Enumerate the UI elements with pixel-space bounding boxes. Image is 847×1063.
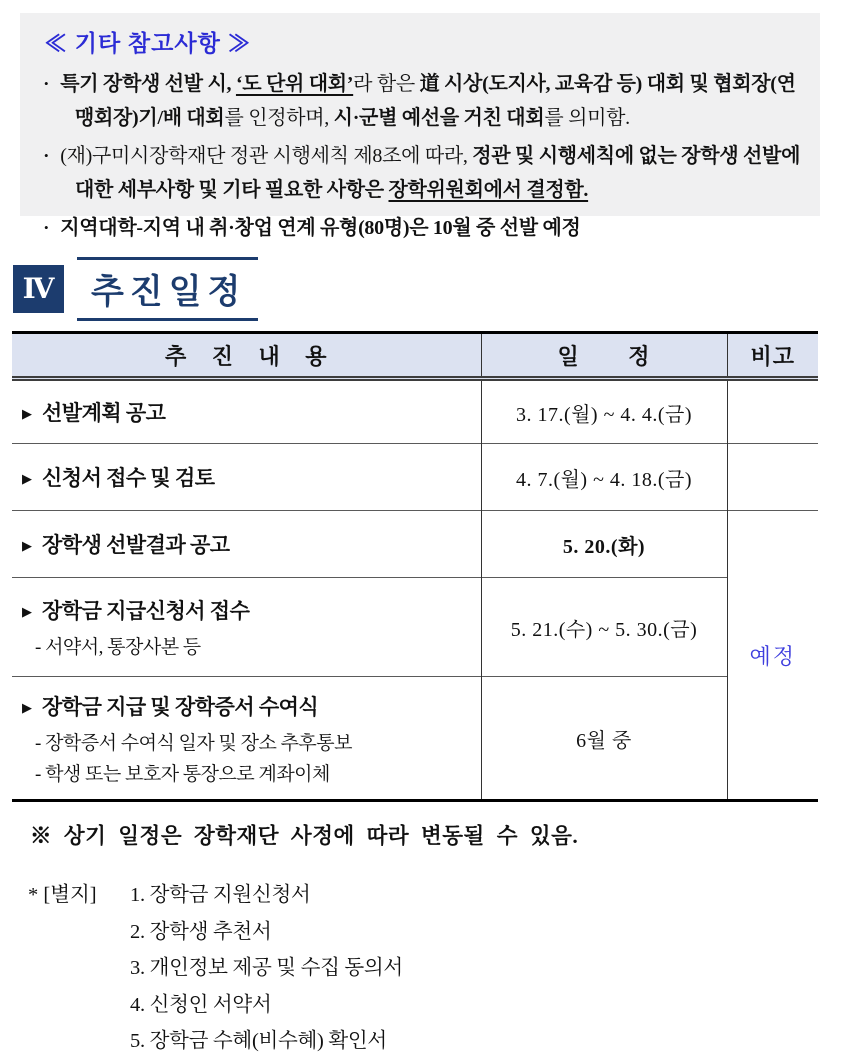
section-title: 추진일정 (77, 257, 258, 321)
triangle-bullet-icon: ▶ (22, 406, 32, 421)
attachment-item: 3. 개인정보 제공 및 수집 동의서 (130, 957, 403, 979)
triangle-bullet-icon: ▶ (22, 538, 32, 553)
reference-note-item (44, 139, 802, 207)
attachments-list (130, 877, 403, 1060)
table-row (12, 444, 818, 511)
attachment-item: 1. 장학금 지원신청서 (130, 884, 311, 906)
column-header-remark: 비고 (727, 333, 818, 379)
row-title: 장학생 선발결과 공고 (42, 533, 230, 557)
table-header-row (12, 333, 818, 379)
triangle-bullet-icon: ▶ (22, 699, 32, 715)
reference-notes-title: ≪ 기타 참고사항 ≫ (44, 31, 252, 56)
remark-merged-cell: 예정 (727, 511, 818, 801)
section-numeral-badge: Ⅳ (13, 265, 64, 313)
row-content-cell (12, 578, 481, 677)
attachments-section (28, 877, 403, 1060)
row-title: 신청서 접수 및 검토 (42, 466, 215, 490)
note-text: 를 의미함. (544, 107, 630, 129)
column-header-content: 추 진 내 용 (12, 333, 481, 379)
bullet-dot-icon: • (44, 220, 49, 235)
row-sub-item: - 서약서, 통장사본 등 (35, 637, 201, 658)
reference-note-item (44, 211, 802, 245)
note-text: 라 함은 (353, 73, 420, 95)
row-title: 장학금 지급신청서 접수 (42, 599, 250, 623)
table-row (12, 511, 818, 578)
reference-note-item (44, 67, 802, 135)
triangle-bullet-icon: ▶ (22, 471, 32, 486)
note-text: 정관 및 시행세칙에 없는 장학생 선발에 대한 세부사항 및 기타 필요한 사항은 (75, 145, 801, 201)
note-text: 시·군별 예선을 거친 대회 (333, 107, 545, 129)
triangle-bullet-icon: ▶ (22, 604, 32, 619)
attachments-label: * [별지] (28, 884, 97, 906)
row-content-cell (12, 511, 481, 578)
attachment-item: 5. 장학금 수혜(비수혜) 확인서 (130, 1030, 387, 1052)
row-schedule-cell: 5. 21.(수) ~ 5. 30.(금) (481, 578, 727, 677)
table-row (12, 677, 818, 801)
attachment-item: 2. 장학생 추천서 (130, 920, 272, 943)
column-header-schedule: 일 정 (481, 333, 727, 379)
table-row (12, 379, 818, 444)
table-row (12, 578, 818, 677)
note-text: (재)구미시장학재단 정관 시행세칙 제8조에 따라, (60, 145, 473, 167)
row-sub-item: - 장학증서 수여식 일자 및 장소 추후통보 (35, 732, 352, 754)
note-text: 를 인정하며, (224, 107, 334, 129)
row-schedule-cell: 4. 7.(월) ~ 4. 18.(금) (481, 444, 727, 511)
row-content-cell (12, 677, 481, 801)
row-schedule-cell: 6월 중 (481, 677, 727, 801)
row-schedule-cell: 3. 17.(월) ~ 4. 4.(금) (481, 379, 727, 444)
bullet-dot-icon: • (44, 148, 49, 163)
row-title: 선발계획 공고 (42, 401, 166, 425)
note-text: 특기 장학생 선발 시, (60, 73, 236, 95)
section-header (13, 257, 258, 321)
reference-notes-list (44, 67, 802, 245)
row-sub-item: - 학생 또는 보호자 통장으로 계좌이체 (35, 763, 330, 785)
attachment-item: 4. 신청인 서약서 (130, 993, 272, 1016)
row-remark-cell (727, 444, 818, 511)
row-remark-cell (727, 379, 818, 444)
note-text: 지역대학-지역 내 취·창업 연계 유형(80명)은 10월 중 선발 예정 (60, 217, 581, 239)
schedule-table (12, 331, 818, 802)
schedule-footnote: ※ 상기 일정은 장학재단 사정에 따라 변동될 수 있음. (30, 824, 579, 848)
note-text: 道 시상(도지사, 교육감 등) 대회 및 협회장(연맹회장)기/배 대회 (75, 73, 796, 129)
row-schedule-cell: 5. 20.(화) (481, 511, 727, 578)
row-content-cell (12, 379, 481, 444)
bullet-dot-icon: • (44, 76, 49, 91)
note-text-underlined: 장학위원회에서 결정함. (388, 179, 589, 201)
row-content-cell (12, 444, 481, 511)
row-title: 장학금 지급 및 장학증서 수여식 (42, 694, 319, 719)
reference-notes-box (20, 13, 820, 239)
note-text-underlined: ‘도 단위 대회’ (235, 73, 354, 95)
